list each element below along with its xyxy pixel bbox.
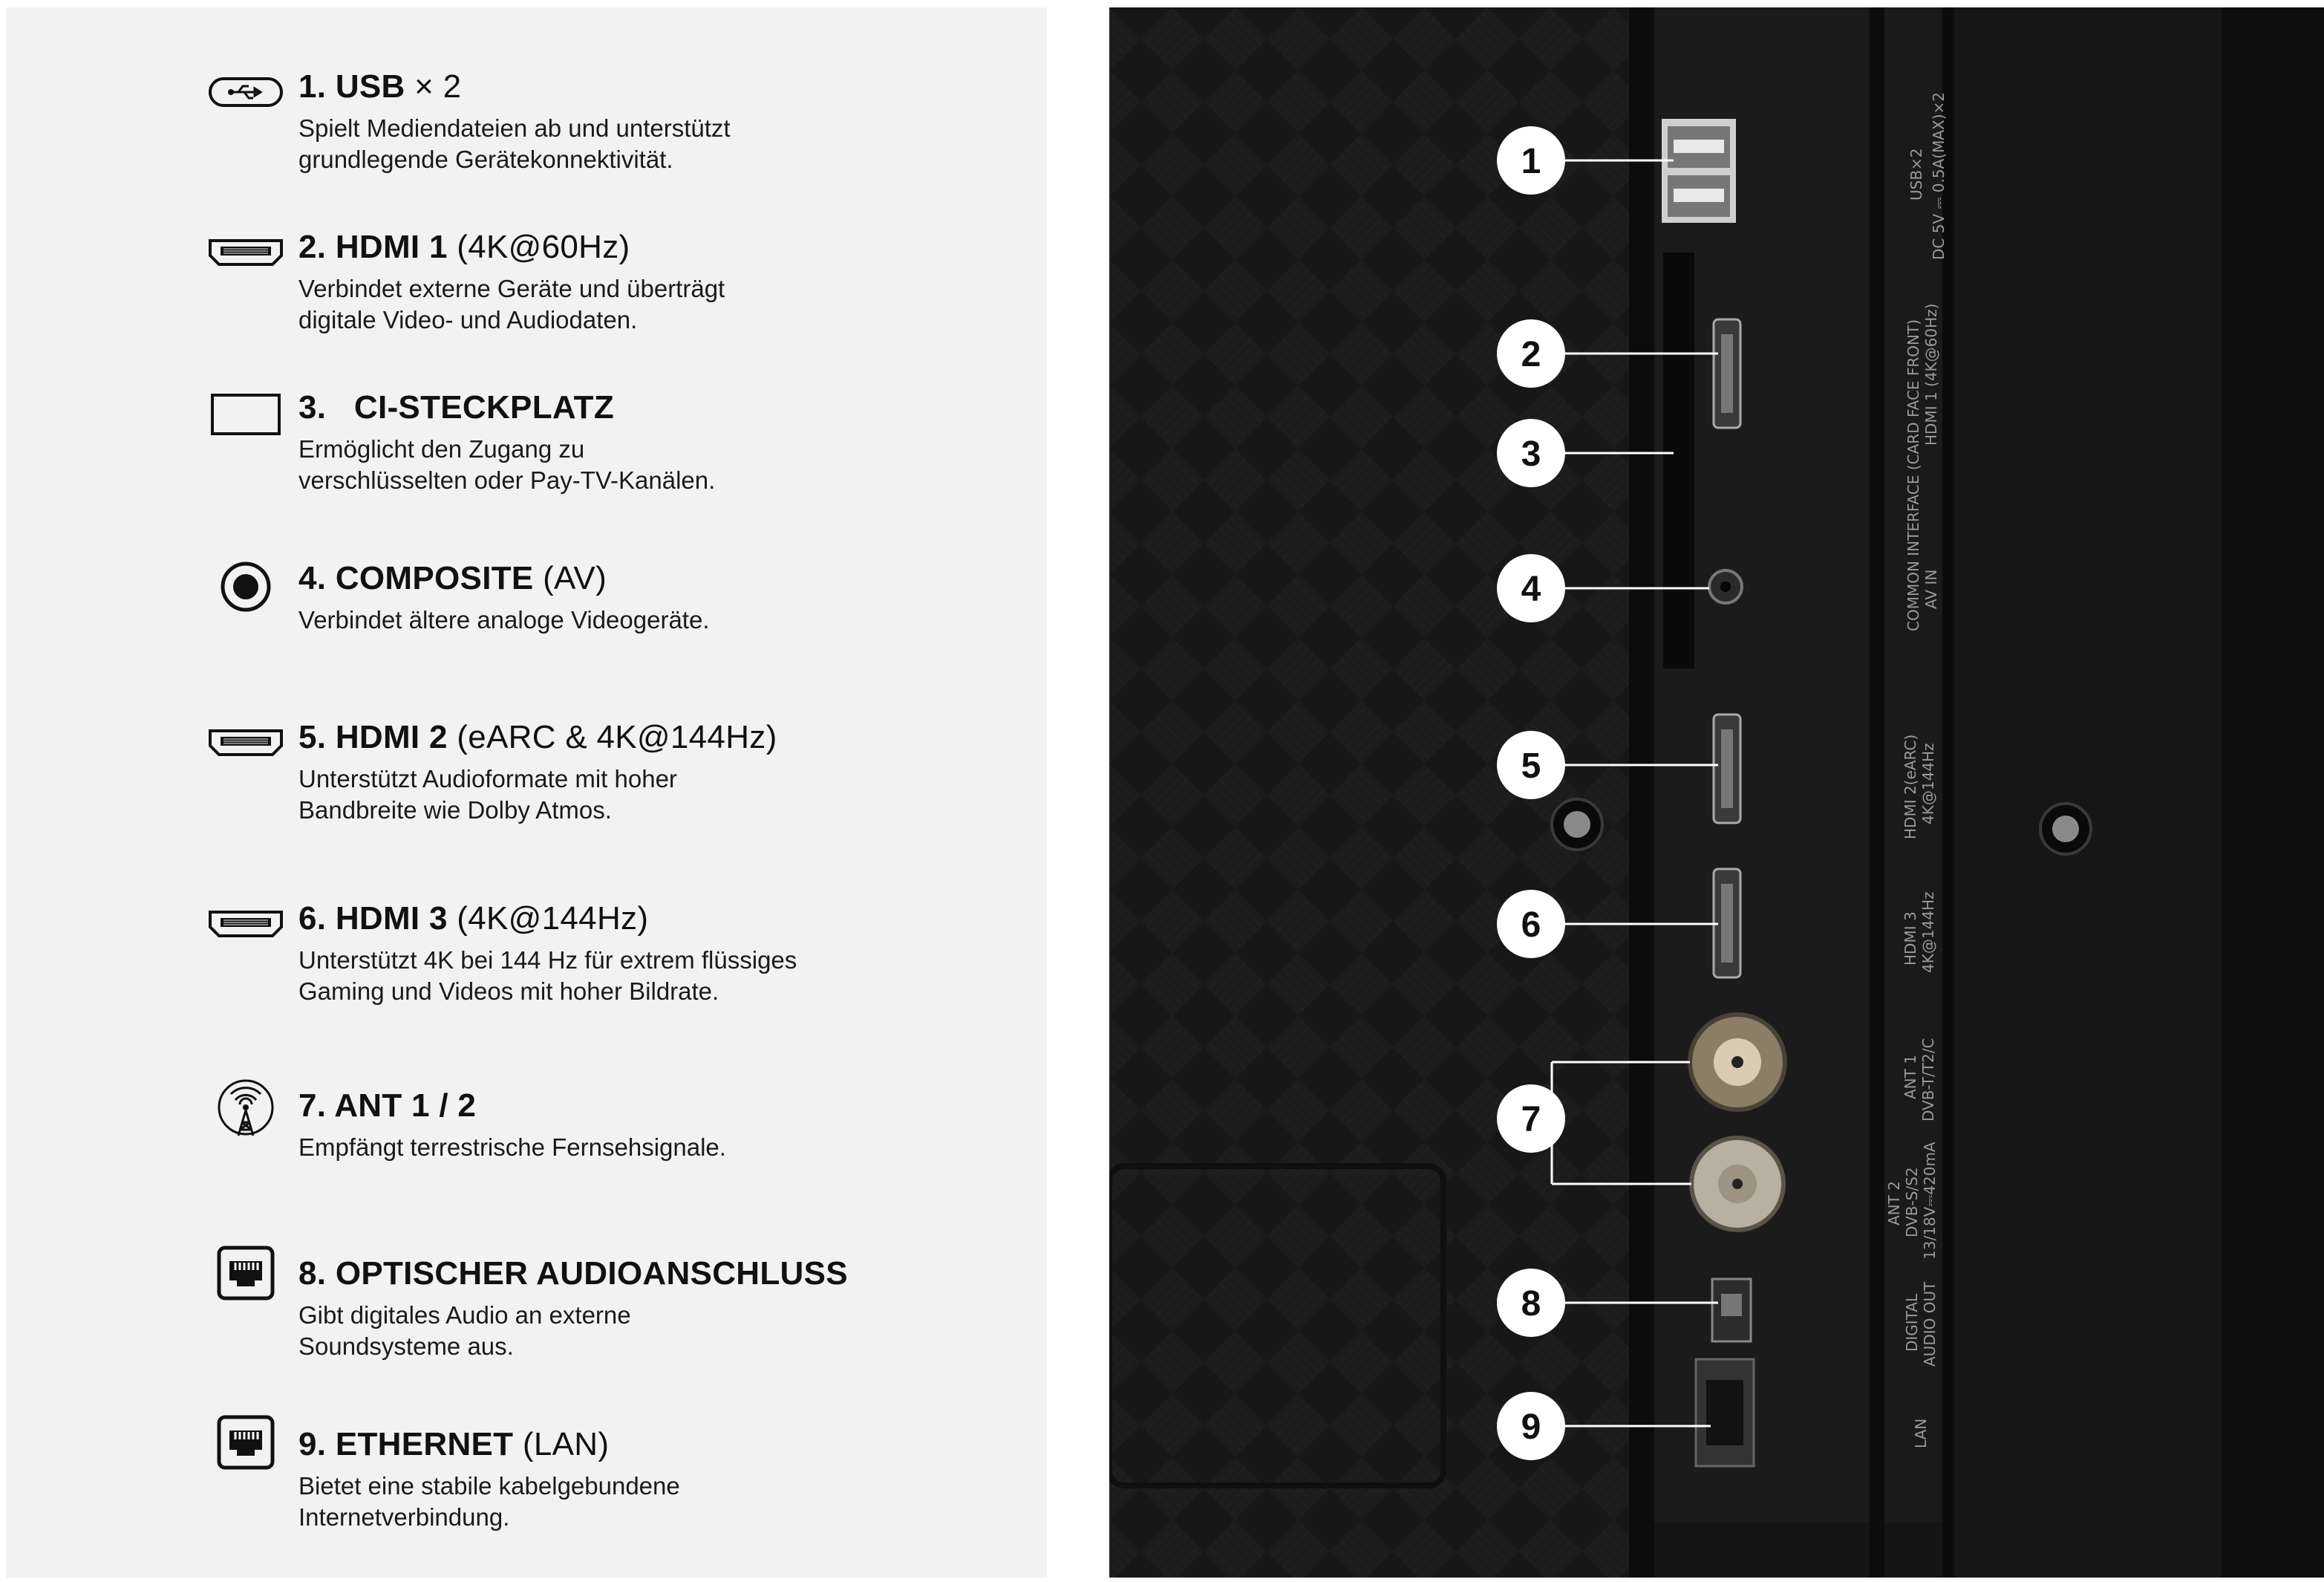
hdmi-icon: [205, 902, 287, 946]
legend-description: Unterstützt 4K bei 144 Hz für extrem flüssiges Gaming und Videos mit hoher Bildrate.: [298, 946, 797, 1005]
hdmi-3-label-line-2: 4K@144Hz: [1919, 891, 1937, 973]
marker-8: [1497, 1269, 1565, 1337]
optical-port-icon: [205, 1242, 287, 1304]
hdmi-2-label-line-2: 4K@144Hz: [1919, 743, 1937, 824]
hdmi-2-label-line-1: HDMI 2(eARC): [1902, 734, 1919, 839]
svg-text:8: 8: [1521, 1284, 1541, 1324]
legend-title: 5. HDMI 2 (eARC & 4K@144Hz): [298, 719, 777, 755]
usb-power-label: DC 5V ⎓ 0.5A(MAX)×2: [1930, 91, 1948, 260]
svg-text:5: 5: [1521, 746, 1541, 786]
tv-back-panel-photo: [1109, 7, 2324, 1578]
av-in-label: AV IN: [1922, 569, 1940, 609]
legend-description: Empfängt terrestrische Fernsehsignale.: [298, 1133, 726, 1161]
digital-audio-label-line-1: DIGITAL: [1903, 1293, 1921, 1352]
ant-2-label-line-2: DVB-S/S2: [1903, 1167, 1921, 1237]
composite-icon: [205, 557, 287, 616]
ci-slot-icon: [205, 392, 287, 437]
svg-text:2: 2: [1521, 335, 1541, 374]
marker-3: [1497, 419, 1565, 487]
usb-ports: [1662, 119, 1736, 223]
svg-text:9: 9: [1521, 1407, 1541, 1447]
marker-4: [1497, 554, 1565, 622]
antenna-icon: [205, 1075, 287, 1142]
legend-title: 4. COMPOSITE (AV): [298, 560, 607, 596]
svg-text:7: 7: [1521, 1100, 1541, 1139]
screw: [2040, 804, 2091, 854]
legend-title: 9. ETHERNET (LAN): [298, 1426, 610, 1462]
optical-out-port: [1712, 1279, 1751, 1341]
legend-description: Ermöglicht den Zugang zu verschlüsselten oder Pay-TV-Kanälen.: [298, 435, 716, 494]
legend-description: Verbindet externe Geräte und überträgt digitale Video- und Audiodaten.: [298, 275, 725, 333]
back-cover-recess: [1109, 1166, 1443, 1485]
marker-9: [1497, 1392, 1565, 1460]
legend-title: 8. OPTISCHER AUDIOANSCHLUSS: [298, 1255, 848, 1292]
legend-title: 6. HDMI 3 (4K@144Hz): [298, 900, 649, 937]
marker-1: [1497, 126, 1565, 195]
ci-slot: [1663, 253, 1694, 668]
legend-title: 3. CI-STECKPLATZ: [298, 389, 615, 426]
ant-2-label-line-3: 13/18V⎓420mA: [1921, 1142, 1939, 1260]
hdmi-1-port: [1714, 319, 1740, 428]
ci-label: COMMON INTERFACE (CARD FACE FRONT): [1904, 319, 1922, 631]
ethernet-icon: [205, 1411, 287, 1474]
legend-description: Spielt Mediendateien ab und unterstützt grundlegende Gerätekonnektivität.: [298, 114, 731, 173]
svg-text:1: 1: [1521, 142, 1541, 181]
ant-2-label-line-1: ANT 2: [1885, 1181, 1903, 1225]
legend-panel: [6, 7, 1047, 1578]
hdmi-1-label: HDMI 1 (4K@60Hz): [1922, 303, 1940, 446]
ant-1-port: [1690, 1015, 1785, 1110]
lan-port: [1696, 1359, 1754, 1466]
legend-title: 7. ANT 1 / 2: [298, 1087, 477, 1124]
screw: [1552, 799, 1602, 850]
legend-title: 1. USB × 2: [298, 68, 462, 105]
usb-icon: [205, 70, 287, 114]
ant-1-label-line-1: ANT 1: [1902, 1055, 1919, 1099]
svg-text:3: 3: [1521, 434, 1541, 474]
digital-audio-label-line-2: AUDIO OUT: [1921, 1281, 1939, 1367]
marker-2: [1497, 319, 1565, 388]
svg-text:6: 6: [1521, 905, 1541, 945]
legend-title: 2. HDMI 1 (4K@60Hz): [298, 229, 630, 265]
hdmi-icon: [205, 720, 287, 765]
ant-2-port: [1691, 1138, 1783, 1230]
legend-description: Unterstützt Audioformate mit hoher Bandbreite wie Dolby Atmos.: [298, 765, 677, 824]
marker-5: [1497, 731, 1565, 799]
legend-description: Bietet eine stabile kabelgebundene Internetverbindung.: [298, 1472, 680, 1531]
hdmi-3-label-line-1: HDMI 3: [1902, 911, 1919, 966]
tv-back-panel-illustration: [1109, 7, 2324, 1578]
lan-label: LAN: [1912, 1418, 1930, 1448]
marker-6: [1497, 890, 1565, 958]
av-in-port: [1709, 570, 1742, 603]
marker-7: [1497, 1084, 1565, 1153]
usb-label: USB×2: [1907, 148, 1925, 201]
svg-text:4: 4: [1521, 570, 1541, 609]
legend-description: Verbindet ältere analoge Videogeräte.: [298, 606, 710, 634]
legend-description: Gibt digitales Audio an externe Soundsysteme aus.: [298, 1301, 631, 1360]
ant-1-label-line-2: DVB-T/T2/C: [1919, 1038, 1937, 1122]
hdmi-2-port: [1714, 714, 1740, 823]
hdmi-icon: [205, 230, 287, 275]
